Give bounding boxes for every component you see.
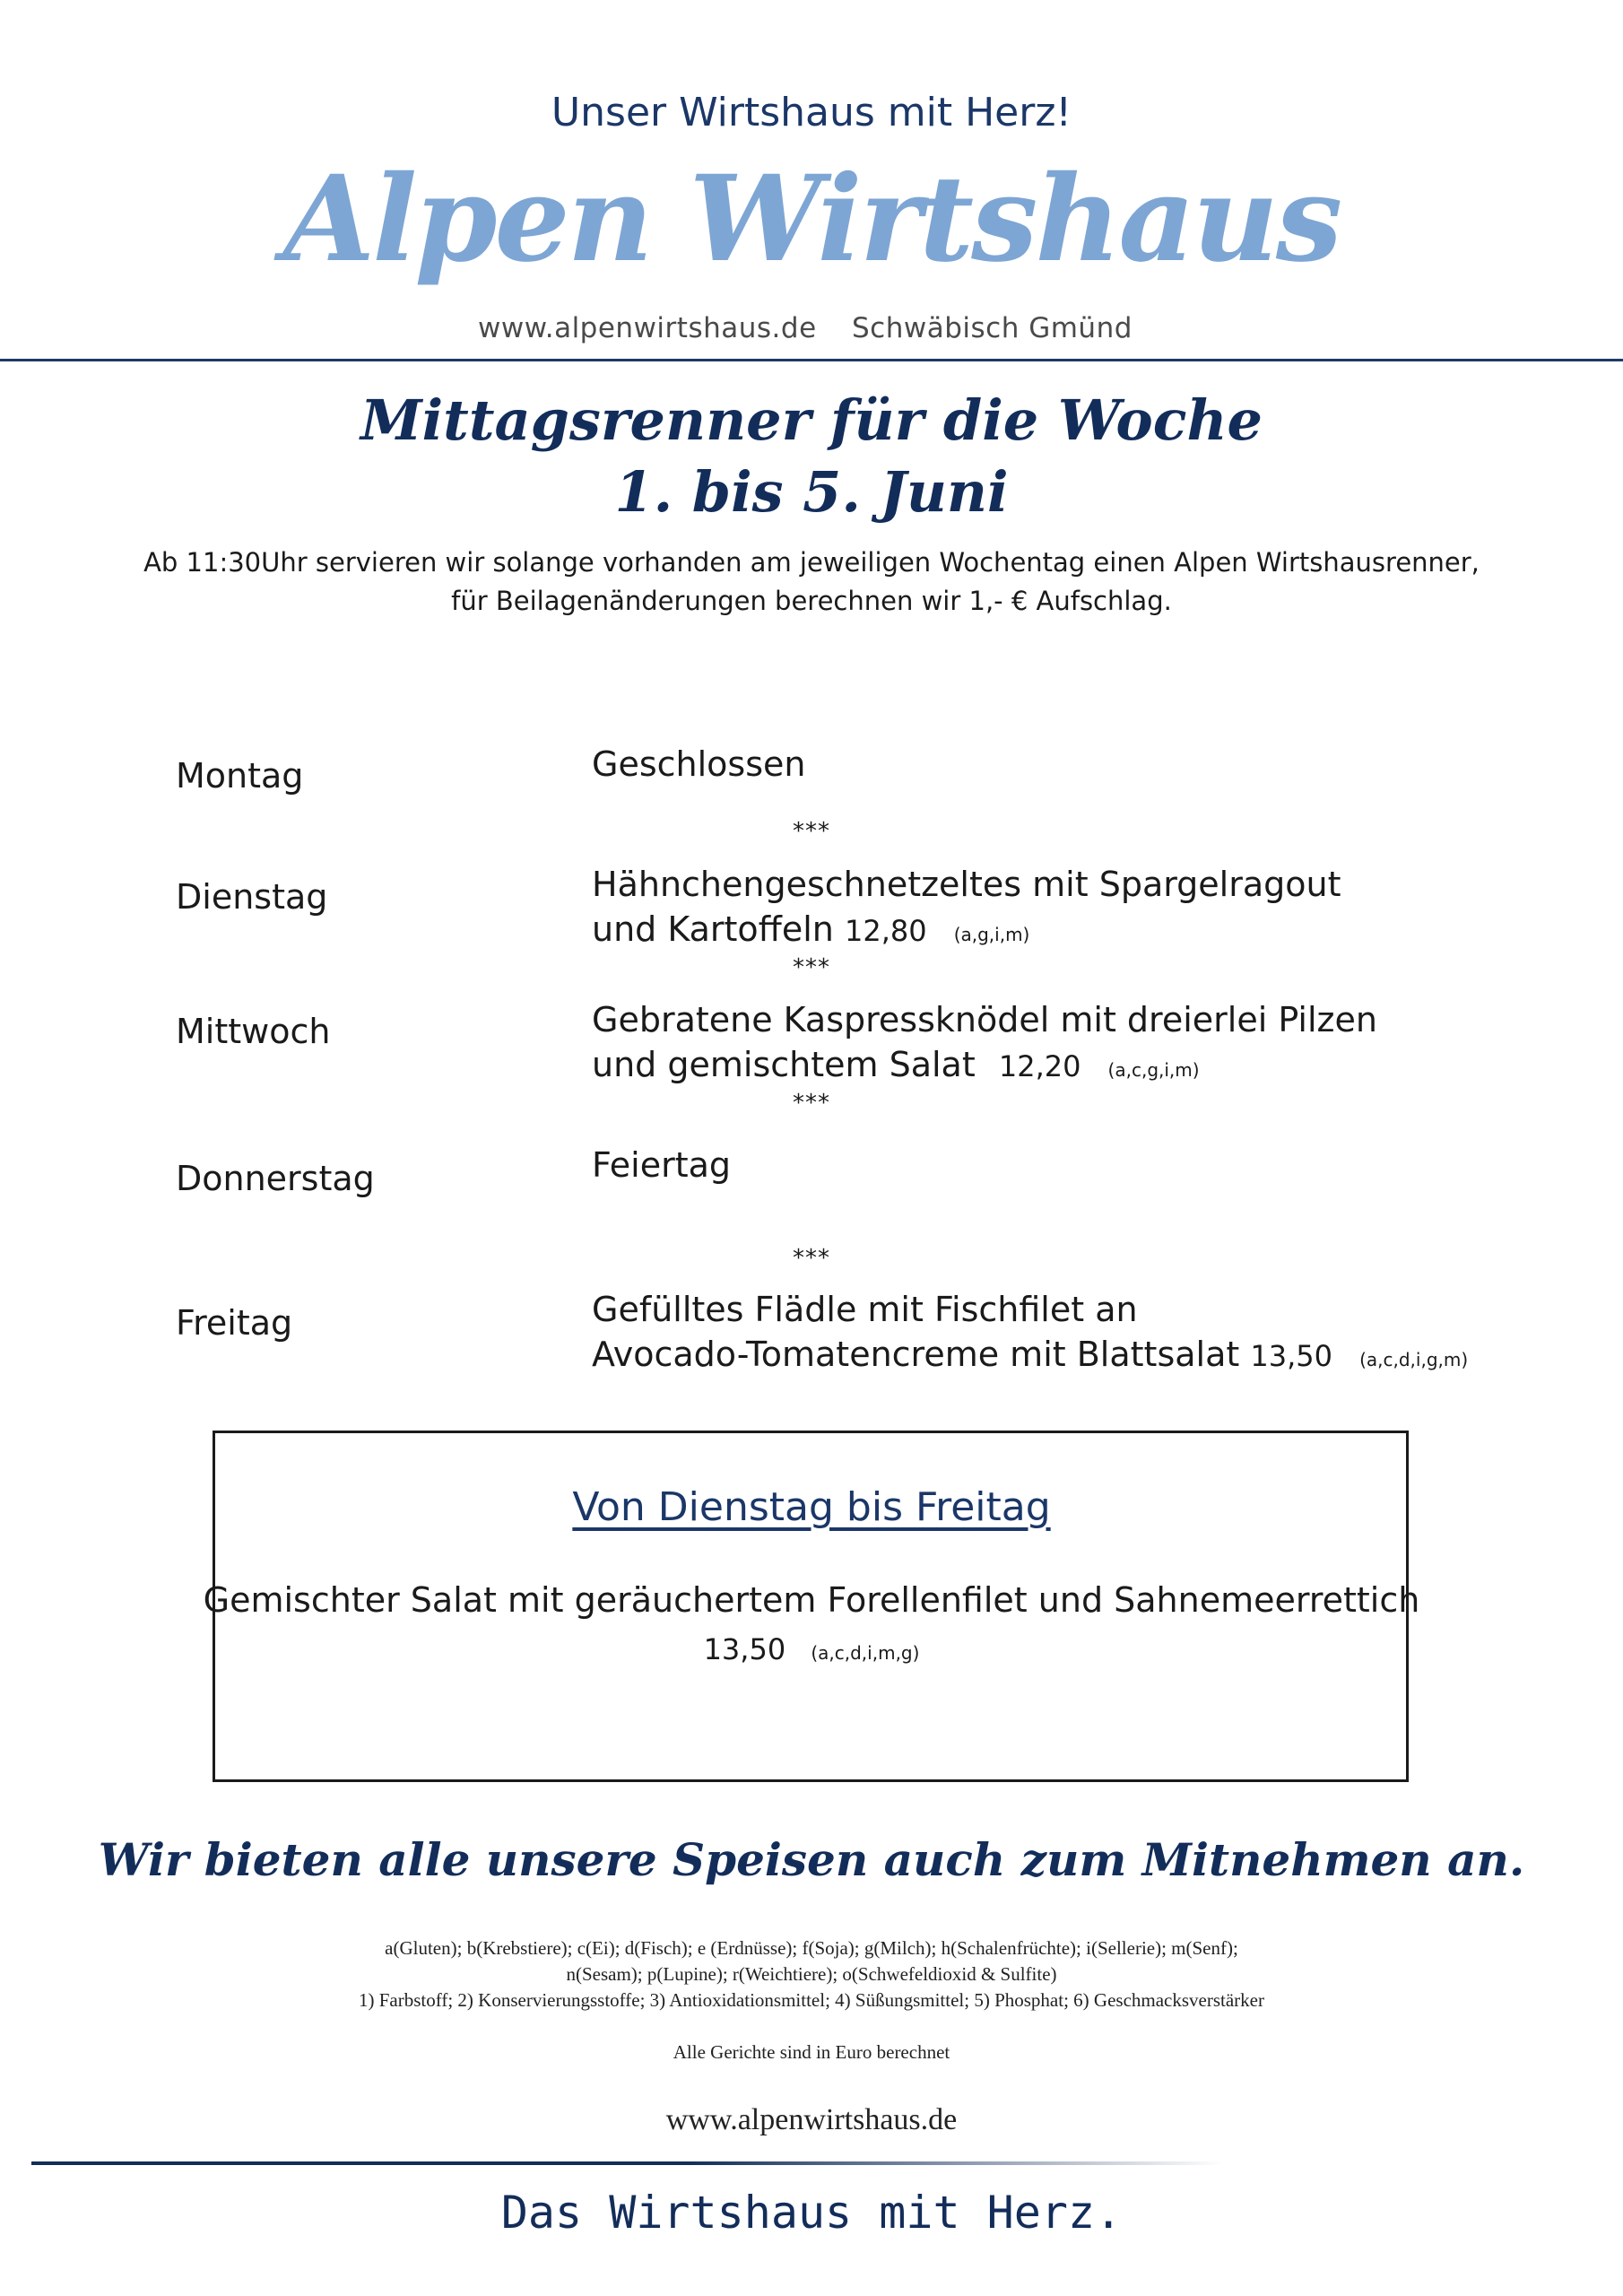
- dish-tuesday-text: und Kartoffeln: [592, 909, 834, 949]
- footer-divider: [31, 2161, 1224, 2165]
- header-tagline: Unser Wirtshaus mit Herz!: [551, 90, 1072, 135]
- dish-monday: Geschlossen: [592, 744, 806, 784]
- brand-logo: Alpen Wirtshaus: [282, 150, 1341, 289]
- allergens-wednesday: (a,c,g,i,m): [1107, 1059, 1200, 1081]
- takeaway-notice: Wir bieten alle unsere Speisen auch zum Mitnehmen an.: [98, 1833, 1525, 1886]
- dish-friday-line-1: Gefülltes Flädle mit Fischfilet an: [592, 1290, 1138, 1329]
- header-website: www.alpenwirtshaus.de: [478, 312, 817, 344]
- day-label-tuesday: Dienstag: [176, 877, 328, 917]
- dish-wednesday-line-2: [592, 1045, 1200, 1084]
- day-label-wednesday: Mittwoch: [176, 1012, 331, 1051]
- dish-wednesday-line-1: Gebratene Kaspressknödel mit dreierlei Pilzen: [592, 1000, 1377, 1039]
- separator: ***: [793, 818, 830, 845]
- weekly-special-price-line: [0, 1632, 1623, 1666]
- dish-friday-line-2: [592, 1335, 1468, 1374]
- weekly-special-title: Von Dienstag bis Freitag: [572, 1484, 1051, 1530]
- allergen-legend-line-2: n(Sesam); p(Lupine); r(Weichtiere); o(Schwefeldioxid & Sulfite): [566, 1963, 1057, 1985]
- allergens-friday: (a,c,d,i,g,m): [1359, 1349, 1469, 1370]
- page-title: Mittagsrenner für die Woche: [360, 387, 1263, 453]
- dish-thursday: Feiertag: [592, 1145, 732, 1185]
- day-label-monday: Montag: [176, 756, 304, 796]
- price-wednesday: 12,20: [998, 1049, 1081, 1083]
- separator: ***: [793, 954, 830, 981]
- weekly-special-allergens: (a,c,d,i,m,g): [811, 1642, 920, 1664]
- separator: ***: [793, 1090, 830, 1117]
- day-label-friday: Freitag: [176, 1303, 293, 1343]
- intro-text-line-2: für Beilagenänderungen berechnen wir 1,- € Aufschlag.: [451, 586, 1172, 616]
- weekly-special-dish: Gemischter Salat mit geräuchertem Forellenfilet und Sahnemeerrettich: [203, 1580, 1420, 1620]
- price-tuesday: 12,80: [844, 914, 927, 948]
- day-label-thursday: Donnerstag: [176, 1159, 375, 1198]
- intro-text-line-1: Ab 11:30Uhr servieren wir solange vorhanden am jeweiligen Wochentag einen Alpen Wirtshausrenner,: [143, 547, 1480, 578]
- header-divider: [0, 359, 1623, 361]
- page-subtitle-dates: 1. bis 5. Juni: [614, 459, 1009, 525]
- dish-friday-text: Avocado-Tomatencreme mit Blattsalat: [592, 1335, 1240, 1374]
- footer-website: www.alpenwirtshaus.de: [665, 2103, 958, 2136]
- dish-wednesday-text: und gemischtem Salat: [592, 1045, 976, 1084]
- allergens-tuesday: (a,g,i,m): [953, 924, 1030, 945]
- weekly-special-price: 13,50: [703, 1632, 786, 1666]
- separator: ***: [793, 1245, 830, 1272]
- allergen-legend-line-1: a(Gluten); b(Krebstiere); c(Ei); d(Fisch); e (Erdnüsse); f(Soja); g(Milch); h(Schalenfrüchte); i(Sellerie); m(Senf);: [385, 1937, 1238, 1959]
- additive-legend: 1) Farbstoff; 2) Konservierungsstoffe; 3) Antioxidationsmittel; 4) Süßungsmittel; 5) Phosphat; 6) Geschmacksverstärker: [359, 1989, 1264, 2011]
- dish-tuesday-line-2: [592, 909, 1029, 949]
- currency-note: Alle Gerichte sind in Euro berechnet: [673, 2041, 950, 2063]
- footer-slogan: Das Wirtshaus mit Herz.: [500, 2187, 1123, 2239]
- dish-tuesday-line-1: Hähnchengeschnetzeltes mit Spargelragout: [592, 865, 1341, 904]
- price-friday: 13,50: [1250, 1339, 1332, 1373]
- header-city: Schwäbisch Gmünd: [852, 312, 1133, 344]
